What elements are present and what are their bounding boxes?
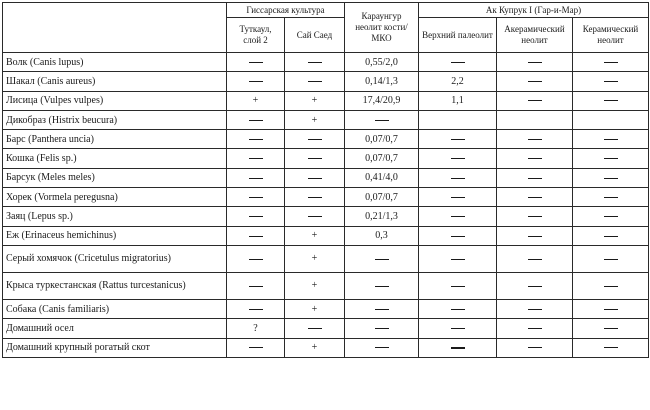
dash-mark [451, 236, 465, 237]
cell-tut [227, 245, 285, 272]
dash-mark [375, 328, 389, 329]
cell-tut [227, 168, 285, 187]
dash-mark [308, 197, 322, 198]
dash-mark [528, 259, 542, 260]
dash-mark [528, 286, 542, 287]
dash-mark [249, 197, 263, 198]
dash-mark [308, 62, 322, 63]
dash-mark [528, 158, 542, 159]
cell-tut [227, 72, 285, 91]
dash-mark [528, 309, 542, 310]
cell-up [419, 338, 497, 357]
cell-sai: + [285, 338, 345, 357]
dash-mark [604, 139, 618, 140]
dash-mark [604, 197, 618, 198]
species-name: Собака (Canis familiaris) [3, 299, 227, 318]
dash-mark [604, 158, 618, 159]
cell-sai [285, 72, 345, 91]
dash-mark [604, 259, 618, 260]
ceramic-neolithic-header: Керамический неолит [573, 18, 649, 53]
cell-sai [285, 130, 345, 149]
species-name: Барс (Panthera uncia) [3, 130, 227, 149]
cell-up: 2,2 [419, 72, 497, 91]
cell-tut [227, 338, 285, 357]
dash-mark [375, 120, 389, 121]
fauna-table [2, 2, 649, 358]
ak-kupruk-header: Ак Купрук I (Гар-и-Мар) [419, 3, 649, 18]
dash-mark [528, 178, 542, 179]
dash-mark [451, 309, 465, 310]
species-name: Еж (Erinaceus hemichinus) [3, 226, 227, 245]
table-row [3, 319, 649, 338]
aceramic-neolithic-header: Акерамический неолит [497, 18, 573, 53]
dash-mark [528, 347, 542, 348]
cell-kar: 0,07/0,7 [345, 188, 419, 207]
cell-ac [497, 299, 573, 318]
cell-tut [227, 53, 285, 72]
cell-up [419, 53, 497, 72]
table-row [3, 149, 649, 168]
table-row [3, 272, 649, 299]
dash-mark [528, 236, 542, 237]
cell-up [419, 149, 497, 168]
species-name: Шакал (Canis aureus) [3, 72, 227, 91]
cell-kar: 0,07/0,7 [345, 149, 419, 168]
dash-mark [249, 81, 263, 82]
dash-mark [249, 158, 263, 159]
dash-mark [604, 236, 618, 237]
cell-sai [285, 149, 345, 168]
tutkaul-header: Туткаул, слой 2 [227, 18, 285, 53]
dash-mark [451, 158, 465, 159]
species-name: Дикобраз (Histrix beucura) [3, 110, 227, 129]
dash-mark [375, 286, 389, 287]
dash-mark [604, 100, 618, 101]
cell-sai: + [285, 272, 345, 299]
cell-sai [285, 168, 345, 187]
cell-sai [285, 53, 345, 72]
dash-mark [451, 139, 465, 140]
upper-paleolithic-header: Верхний палеолит [419, 18, 497, 53]
cell-tut [227, 110, 285, 129]
cell-up [419, 245, 497, 272]
cell-sai: + [285, 91, 345, 110]
species-name: Домашний крупный рогатый скот [3, 338, 227, 357]
cell-ce [573, 110, 649, 129]
dash-mark [308, 178, 322, 179]
cell-sai [285, 207, 345, 226]
cell-up [419, 207, 497, 226]
cell-ce [573, 299, 649, 318]
dash-mark [375, 259, 389, 260]
dash-mark [249, 309, 263, 310]
cell-ce [573, 53, 649, 72]
table-row [3, 226, 649, 245]
cell-ac [497, 91, 573, 110]
cell-kar: 0,3 [345, 226, 419, 245]
table-row [3, 188, 649, 207]
cell-kar: 0,14/1,3 [345, 72, 419, 91]
cell-tut [227, 226, 285, 245]
dash-mark [451, 259, 465, 260]
dash-mark [249, 120, 263, 121]
cell-tut: + [227, 91, 285, 110]
dash-mark [249, 236, 263, 237]
dash-mark [604, 309, 618, 310]
species-name: Крыса туркестанская (Rattus turcestanicus) [3, 272, 227, 299]
cell-ac [497, 168, 573, 187]
table-row [3, 130, 649, 149]
dash-mark [604, 286, 618, 287]
cell-kar [345, 272, 419, 299]
dash-mark [249, 62, 263, 63]
cell-ac [497, 149, 573, 168]
sai-sayed-header: Сай Саед [285, 18, 345, 53]
dash-mark [308, 158, 322, 159]
table-row [3, 110, 649, 129]
cell-tut [227, 207, 285, 226]
cell-ac [497, 53, 573, 72]
dash-mark [528, 100, 542, 101]
dash-mark [249, 347, 263, 348]
dash-mark [451, 197, 465, 198]
cell-sai: + [285, 226, 345, 245]
dash-mark [249, 286, 263, 287]
dash-mark [375, 347, 389, 348]
dash-mark [375, 309, 389, 310]
cell-ac [497, 245, 573, 272]
cell-ce [573, 319, 649, 338]
cell-ce [573, 338, 649, 357]
dash-mark [528, 328, 542, 329]
cell-ac [497, 226, 573, 245]
species-name: Домашний осел [3, 319, 227, 338]
cell-ac [497, 272, 573, 299]
dash-mark [528, 81, 542, 82]
table-row [3, 245, 649, 272]
cell-kar: 0,41/4,0 [345, 168, 419, 187]
dash-mark [528, 216, 542, 217]
species-name: Лисица (Vulpes vulpes) [3, 91, 227, 110]
cell-ce [573, 226, 649, 245]
gissar-culture-header: Гиссарская культура [227, 3, 345, 18]
dash-mark [308, 328, 322, 329]
cell-tut [227, 130, 285, 149]
cell-ce [573, 91, 649, 110]
cell-ac [497, 319, 573, 338]
fauna-table-container [2, 2, 648, 358]
table-row [3, 91, 649, 110]
dash-mark [451, 286, 465, 287]
cell-sai: + [285, 110, 345, 129]
dash-mark [249, 259, 263, 260]
cell-ac [497, 188, 573, 207]
table-row [3, 207, 649, 226]
dash-mark [308, 81, 322, 82]
dash-mark [249, 139, 263, 140]
cell-ac [497, 130, 573, 149]
cell-ac [497, 338, 573, 357]
cell-kar: 17,4/20,9 [345, 91, 419, 110]
dash-mark [308, 139, 322, 140]
dash-mark [249, 216, 263, 217]
cell-sai [285, 188, 345, 207]
species-name: Заяц (Lepus sp.) [3, 207, 227, 226]
species-name: Волк (Canis lupus) [3, 53, 227, 72]
dash-mark [604, 347, 618, 348]
cell-ac [497, 72, 573, 91]
cell-kar [345, 110, 419, 129]
cell-ce [573, 188, 649, 207]
cell-tut [227, 272, 285, 299]
cell-sai: + [285, 245, 345, 272]
cell-sai: + [285, 299, 345, 318]
table-row [3, 299, 649, 318]
cell-kar [345, 338, 419, 357]
cell-tut [227, 188, 285, 207]
dash-mark [604, 178, 618, 179]
cell-ce [573, 272, 649, 299]
dash-mark [308, 216, 322, 217]
cell-up: 1,1 [419, 91, 497, 110]
cell-ac [497, 207, 573, 226]
dash-mark [451, 178, 465, 179]
cell-tut: ? [227, 319, 285, 338]
cell-ce [573, 72, 649, 91]
species-name: Серый хомячок (Cricetulus migratorius) [3, 245, 227, 272]
cell-kar: 0,21/1,3 [345, 207, 419, 226]
cell-kar [345, 245, 419, 272]
dash-mark [604, 62, 618, 63]
dash-mark [604, 328, 618, 329]
dash-mark [528, 62, 542, 63]
cell-kar: 0,55/2,0 [345, 53, 419, 72]
cell-ce [573, 207, 649, 226]
cell-ac [497, 110, 573, 129]
table-row [3, 338, 649, 357]
dash-mark [528, 197, 542, 198]
cell-up [419, 272, 497, 299]
table-body [3, 53, 649, 358]
cell-ce [573, 149, 649, 168]
cell-up [419, 188, 497, 207]
dash-mark [249, 178, 263, 179]
cell-up [419, 130, 497, 149]
cell-up [419, 168, 497, 187]
cell-sai [285, 319, 345, 338]
cell-ce [573, 245, 649, 272]
dash-mark [451, 216, 465, 217]
cell-ce [573, 168, 649, 187]
cell-kar: 0,07/0,7 [345, 130, 419, 149]
species-header [3, 3, 227, 53]
cell-up [419, 319, 497, 338]
karaungur-header: Караунгур неолит кости/МКО [345, 3, 419, 53]
dash-mark [451, 328, 465, 329]
cell-ce [573, 130, 649, 149]
cell-up [419, 110, 497, 129]
table-row [3, 168, 649, 187]
cell-up [419, 226, 497, 245]
cell-kar [345, 319, 419, 338]
cell-up [419, 299, 497, 318]
cell-tut [227, 149, 285, 168]
dash-mark [451, 347, 465, 349]
cell-kar [345, 299, 419, 318]
species-name: Барсук (Meles meles) [3, 168, 227, 187]
dash-mark [528, 139, 542, 140]
cell-tut [227, 299, 285, 318]
species-name: Кошка (Felis sp.) [3, 149, 227, 168]
species-name: Хорек (Vormela peregusna) [3, 188, 227, 207]
table-row [3, 72, 649, 91]
dash-mark [451, 62, 465, 63]
dash-mark [604, 81, 618, 82]
dash-mark [604, 216, 618, 217]
table-row [3, 53, 649, 72]
